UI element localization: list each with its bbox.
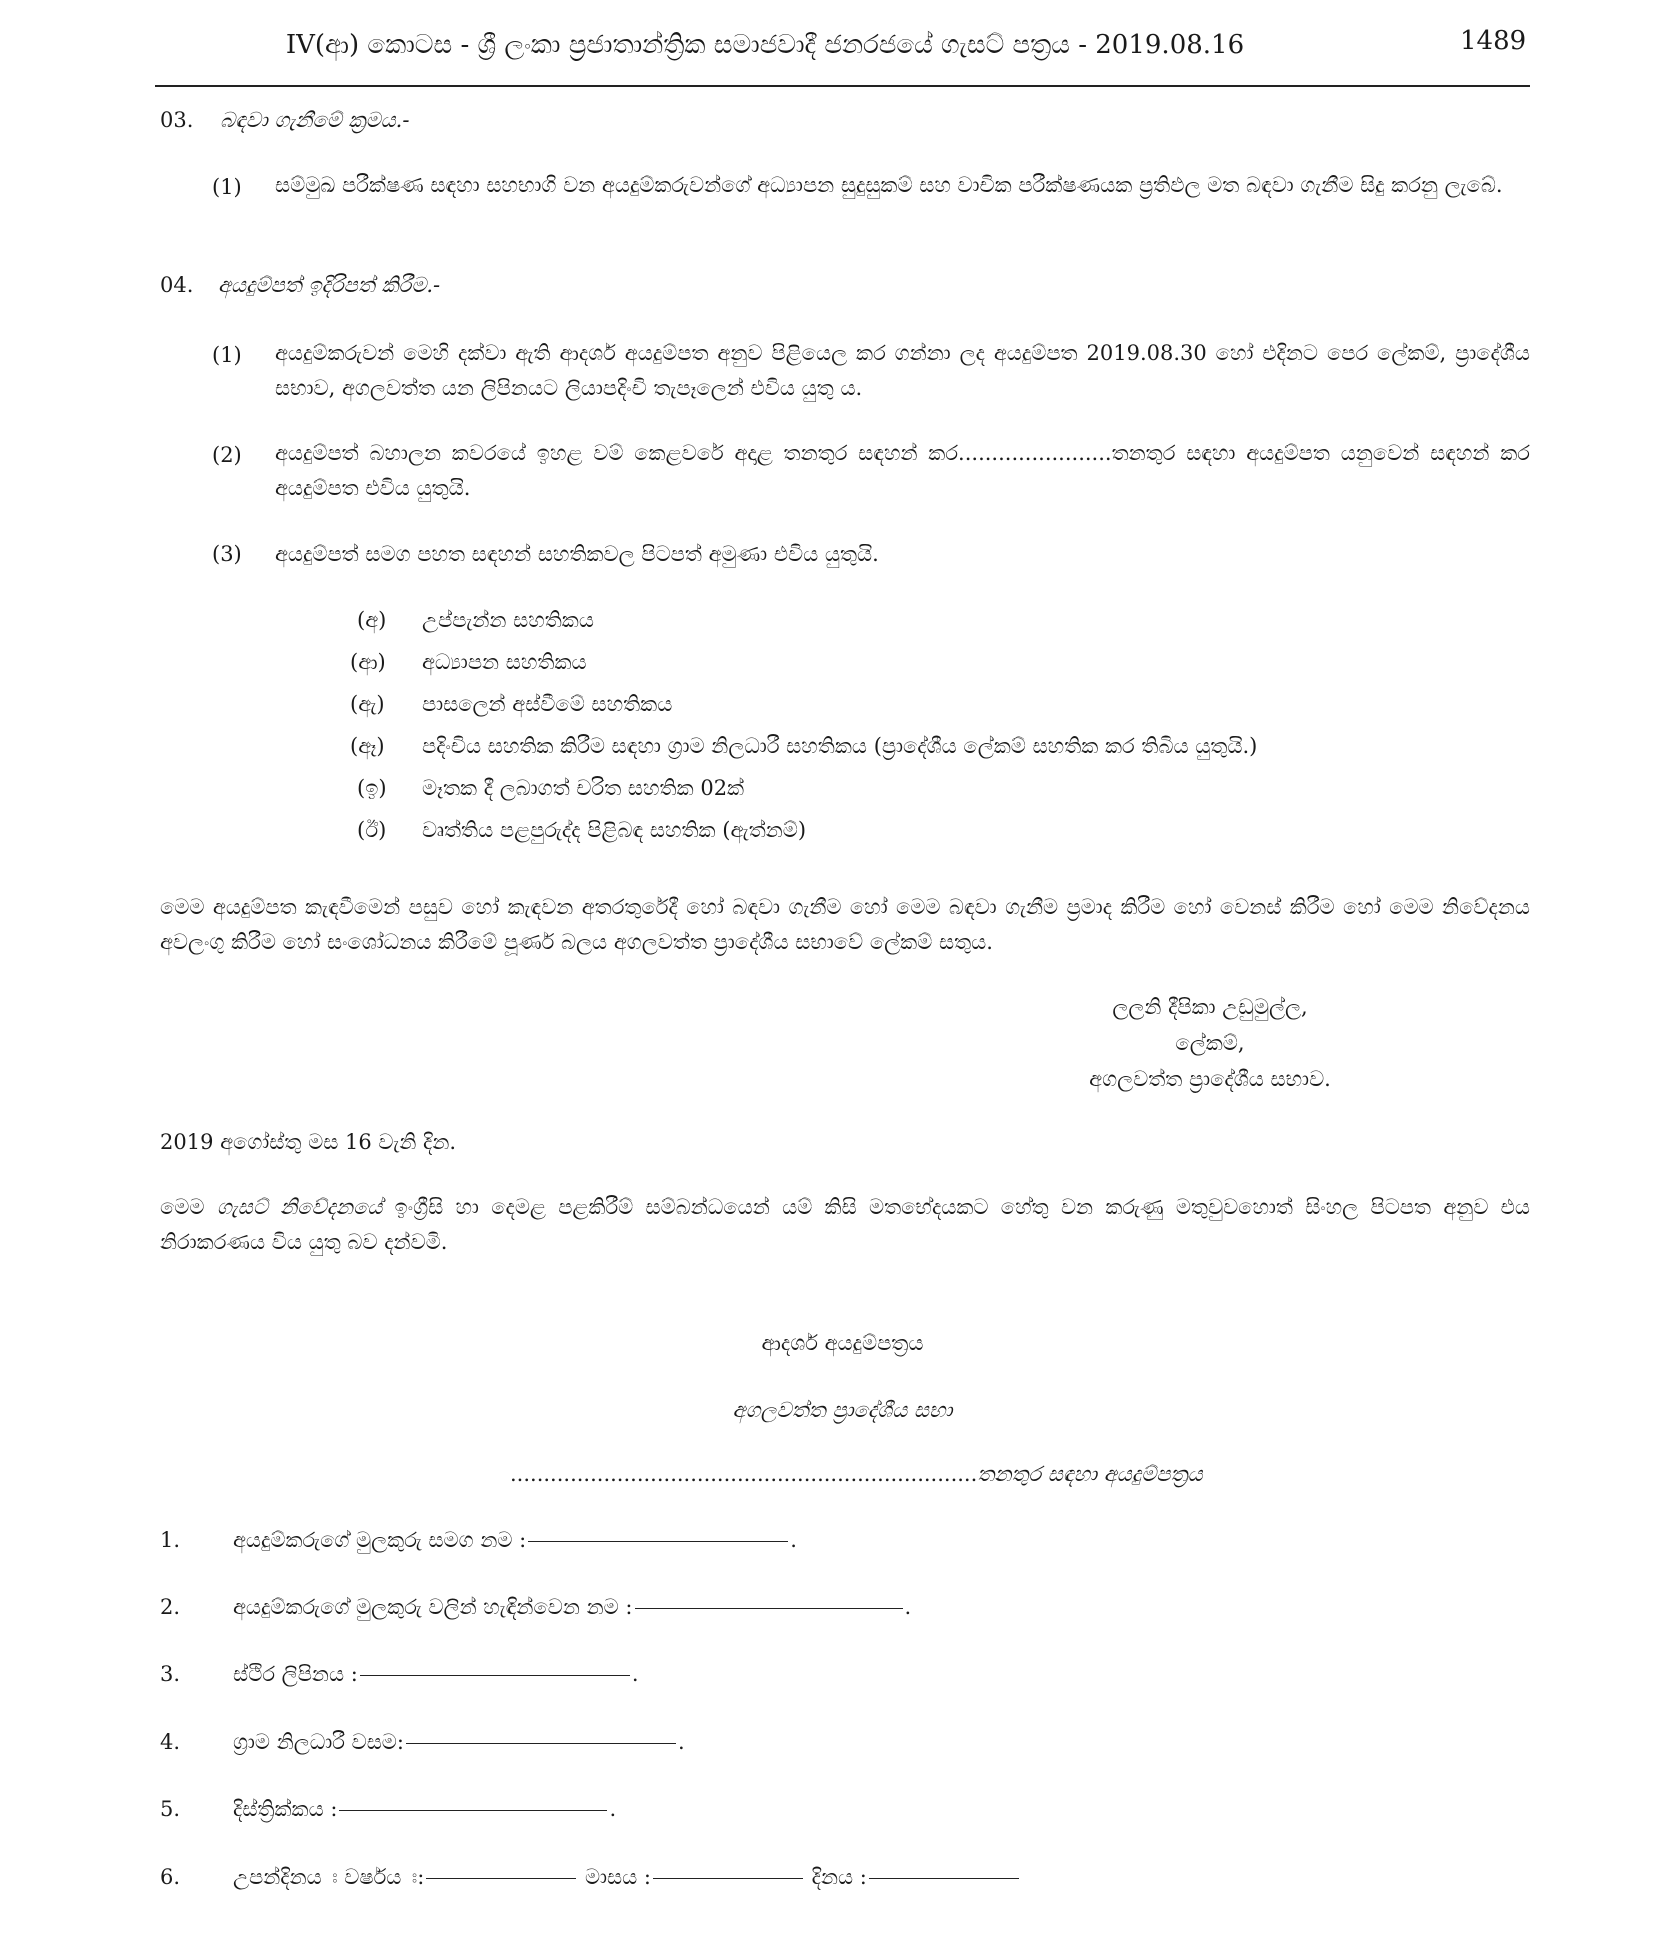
form-field-blank[interactable] <box>406 1743 676 1744</box>
form-field-label: අයදුම්කරුගේ මුලකුරු වලින් හැඳින්වෙන නම : <box>233 1595 633 1619</box>
item-number: (2) <box>212 443 242 467</box>
language-note-italic: ගැසට් නිවේදනයේ <box>216 1195 383 1219</box>
dob-day-label: දිනය : <box>811 1865 867 1889</box>
form-field-label: අයදුම්කරුගේ මුලකුරු සමග නම : <box>233 1528 527 1552</box>
form-field-date-of-birth <box>233 1865 1021 1890</box>
certificate-number: (ඇ) <box>350 692 385 716</box>
form-field-number: 4. <box>160 1730 181 1754</box>
certificate-number: (ඈ) <box>350 734 385 758</box>
form-field-label: දිස්ත්‍රික්කය : <box>233 1797 338 1821</box>
certificate-number: (අ) <box>357 608 387 632</box>
form-field-name-with-initials <box>233 1528 797 1553</box>
form-field-district <box>233 1797 616 1822</box>
form-field-number: 2. <box>160 1595 181 1619</box>
header-divider <box>155 85 1530 87</box>
signatory-office: අගලවත්ත ප්‍රාදේශීය සභාව. <box>1089 1067 1331 1091</box>
form-field-number: 3. <box>160 1662 181 1686</box>
section-heading: බඳවා ගැනීමේ ක්‍රමය.- <box>220 108 410 132</box>
language-note-after: ඉංග්‍රීසි හා දෙමළ පළකිරීම් සම්බන්ධයෙන් යම් කිසි මතභේදයකට හේතු වන කරුණු මතුවුවහොත් සිංහල පිටපත අනුව එය නිරාකරණය විය යුතු බව දන්වමි. <box>160 1195 1530 1254</box>
section-4-item-2-text: අයදුම්පත් බහාලන කවරයේ ඉහළ වම් කෙළවරේ අදාළ තනතුර සඳහන් කර.......................තනතුර සඳහා අයදුම්පත යනුවෙන් සඳහන් කර අයදුම්පත එවිය යුතුයි. <box>275 441 1530 500</box>
certificate-item: පාසලෙන් අස්වීමේ සහතිකය <box>422 692 673 716</box>
section-number: 03. <box>160 108 194 132</box>
form-field-blank[interactable] <box>528 1541 788 1542</box>
certificate-item: පදිංචිය සහතික කිරීම සඳහා ග්‍රාම නිලධාරී සහතිකය (ප්‍රාදේශීය ලේකම් සහතික කර තිබිය යුතුයි.) <box>422 734 1258 758</box>
form-field-blank[interactable] <box>635 1608 903 1609</box>
certificate-number: (ආ) <box>350 650 386 674</box>
dob-year-blank[interactable] <box>426 1878 576 1879</box>
certificate-number: (ඉ) <box>357 776 387 800</box>
form-field-end: . <box>609 1797 617 1821</box>
closing-paragraph: මෙම අයදුම්පත කැඳවීමෙන් පසුව හෝ කැඳවන අතරතුරේදී හෝ බඳවා ගැනීම හෝ මෙම බඳවා ගැනීම ප්‍රමාද කිරීම හෝ වෙනස් කිරීම හෝ මෙම නිවේදනය අවලංගු කිරීම හෝ සංශෝධනය කිරීමේ පූර්ණ බලය අගලවත්ත ප්‍රාදේශීය සභාවේ ලේකම් සතුය. <box>160 895 1530 954</box>
signatory-title: ලේකම්, <box>1175 1031 1245 1055</box>
item-number: (1) <box>212 175 242 199</box>
section-number: 04. <box>160 273 194 297</box>
section-4-item-1-text: අයදුම්කරුවන් මෙහි දක්වා ඇති ආදර්ශ අයදුම්පත අනුව පිළියෙල කර ගන්නා ලද අයදුම්පත 2019.08.30 හෝ එදිනට පෙර ලේකම්, ප්‍රාදේශීය සභාව, අගලවත්ත යන ලිපිනයට ලියාපදිංචි තැපෑලෙන් එවිය යුතු ය. <box>275 341 1530 400</box>
dob-month-label: මාසය : <box>584 1865 651 1889</box>
form-subtitle: අගලවත්ත ප්‍රාදේශීය සභා <box>732 1398 953 1422</box>
section-3-item-1-text: සම්මුඛ පරීක්ෂණ සඳහා සහභාගි වන අයදුම්කරුවන්ගේ අධ්‍යාපන සුදුසුකම් සහ වාචික පරීක්ෂණයක ප්‍රතිඵල මත බඳවා ගැනීම සිදු කරනු ලැබේ. <box>275 173 1503 197</box>
item-number: (3) <box>212 542 242 566</box>
form-field-number: 5. <box>160 1797 181 1821</box>
form-field-end: . <box>631 1662 639 1686</box>
form-field-end: . <box>790 1528 797 1552</box>
form-field-name-by-initials <box>233 1595 911 1620</box>
position-line <box>510 1462 1203 1487</box>
form-field-permanent-address <box>233 1662 639 1687</box>
item-number: (1) <box>212 343 242 367</box>
certificate-item: මෑතක දී ලබාගත් චරිත සහතික 02ක් <box>422 776 745 800</box>
language-note <box>160 1190 1530 1260</box>
page-header-title: IV(ආ) කොටස - ශ්‍රී ලංකා ප්‍රජාතාන්ත්‍රික සමාජවාදී ජනරජයේ ගැසට් පත්‍රය - 2019.08.16 <box>285 30 1245 60</box>
form-field-label: ග්‍රාම නිලධාරී වසම: <box>233 1730 404 1754</box>
certificate-item: අධ්‍යාපන සහතිකය <box>422 650 587 674</box>
section-heading: අයදුම්පත් ඉදිරිපත් කිරීම.- <box>218 273 441 297</box>
form-field-blank[interactable] <box>339 1810 607 1811</box>
certificate-item: උප්පැන්න සහතිකය <box>422 608 594 632</box>
certificate-number: (ඊ) <box>357 818 387 842</box>
date-line: 2019 අගෝස්තු මස 16 වැනි දින. <box>160 1130 457 1154</box>
form-field-label: ස්ථිර ලිපිනය : <box>233 1662 358 1686</box>
dob-day-blank[interactable] <box>869 1878 1019 1879</box>
section-4-item-3-text: අයදුම්පත් සමග පහත සඳහන් සහතිකවල පිටපත් අමුණා එවිය යුතුයි. <box>275 542 879 566</box>
form-field-number: 1. <box>160 1528 181 1552</box>
form-field-end: . <box>677 1730 685 1754</box>
certificate-item: වෘත්තිය පළපුරුද්ද පිළිබඳ සහතික (ඇත්නම්) <box>422 818 807 842</box>
position-dots: ...................................................................... <box>510 1462 978 1486</box>
signatory-name: ලලනි දීපිකා උඩුමුල්ල, <box>1112 995 1308 1019</box>
page-number: 1489 <box>1460 26 1527 56</box>
form-field-end: . <box>904 1595 912 1619</box>
form-title: ආදර්ශ අයදුම්පත්‍රය <box>761 1331 924 1355</box>
language-note-before: මෙම <box>160 1195 217 1219</box>
form-field-blank[interactable] <box>360 1675 630 1676</box>
dob-month-blank[interactable] <box>653 1878 803 1879</box>
form-field-gn-division <box>233 1730 685 1755</box>
dob-year-label: උපන්දිනය ඃ වර්ෂය ඃ: <box>233 1865 425 1889</box>
position-line-text: තනතුර සඳහා අයදුම්පත්‍රය <box>977 1462 1203 1486</box>
form-field-number: 6. <box>160 1865 181 1889</box>
